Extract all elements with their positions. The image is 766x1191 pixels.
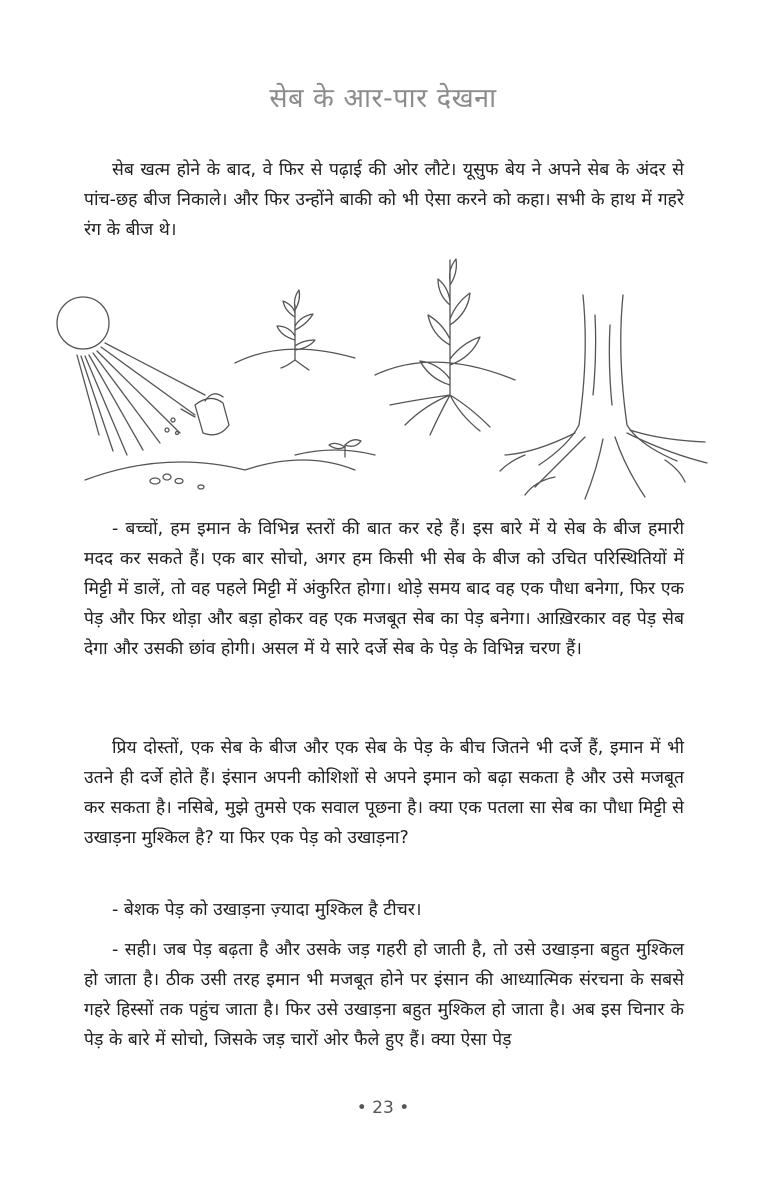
paragraph-2: - बच्चों, हम इमान के विभिन्न स्तरों की बात कर रहे हैं। इस बारे में ये सेब के बीज हमारी मदद कर सकते हैं। एक बार सोचो, अगर हम किसी भी सेब के बीज को उचित परिस्थितियों में मिट्टी में डालें, तो वह पहले मिट्टी में अंकुरित होगा। थोड़े समय बाद वह एक पौधा बनेगा, फिर एक पेड़ और फिर थोड़ा और बड़ा होकर वह एक मजबूत सेब का पेड़ बनेगा। आख़िरकार वह पेड़ सेब देगा और उसकी छांव होगी। असल में ये सारे दर्जे सेब के पेड़ के विभिन्न चरण हैं। [84,519,684,659]
tree-drawing [500,295,707,499]
sprout-drawing [329,440,361,457]
paragraph-1: सेब खत्म होने के बाद, वे फिर से पढ़ाई की ओर लौटे। यूसुफ बेय ने अपने सेब के अंदर से पांच-छह बीज निकाले। और फिर उन्होंने बाकी को भी ऐसा करने को कहा। सभी के हाथ में गहरे रंग के बीज थे। [84,160,684,240]
paragraph-5: - सही। जब पेड़ बढ़ता है और उसके जड़ गहरी हो जाती है, तो उसे उखाड़ना बहुत मुश्किल हो जाता है। ठीक उसी तरह इमान भी मजबूत होने पर इंसान की आध्यात्मिक संरचना के सबसे गहरे हिस्सों तक पहुंच जाता है। फिर उसे उखाड़ना बहुत मुश्किल हो जाता है। अब इस चिनार के पेड़ के बारे में सोचो, जिसके जड़ चारों ओर फैले हुए हैं। क्या ऐसा पेड़ [84,940,684,1050]
paragraph-4: - बेशक पेड़ को उखाड़ना ज़्यादा मुश्किल है टीचर। [112,900,422,920]
plant-drawing [390,259,490,435]
page-title: सेब के आर-पार देखना [269,83,497,114]
plant-growth-illustration [55,255,720,505]
page-number: • 23 • [356,1098,410,1118]
sun-drawing [57,297,205,455]
paragraph-3: प्रिय दोस्तों, एक सेब के बीज और एक सेब के पेड़ के बीच जितने भी दर्जे हैं, इमान में भी उतने ही दर्जे होते हैं। इंसान अपनी कोशिशों से अपने इमान को बढ़ा सकता है और उसे मजबूत कर सकता है। नसिबे, मुझे तुमसे एक सवाल पूछना है। क्या एक पतला सा सेब का पौधा मिट्टी से उखाड़ना मुश्किल है? या फिर एक पेड़ को उखाड़ना? [84,738,684,848]
young-plant-drawing [277,290,315,370]
